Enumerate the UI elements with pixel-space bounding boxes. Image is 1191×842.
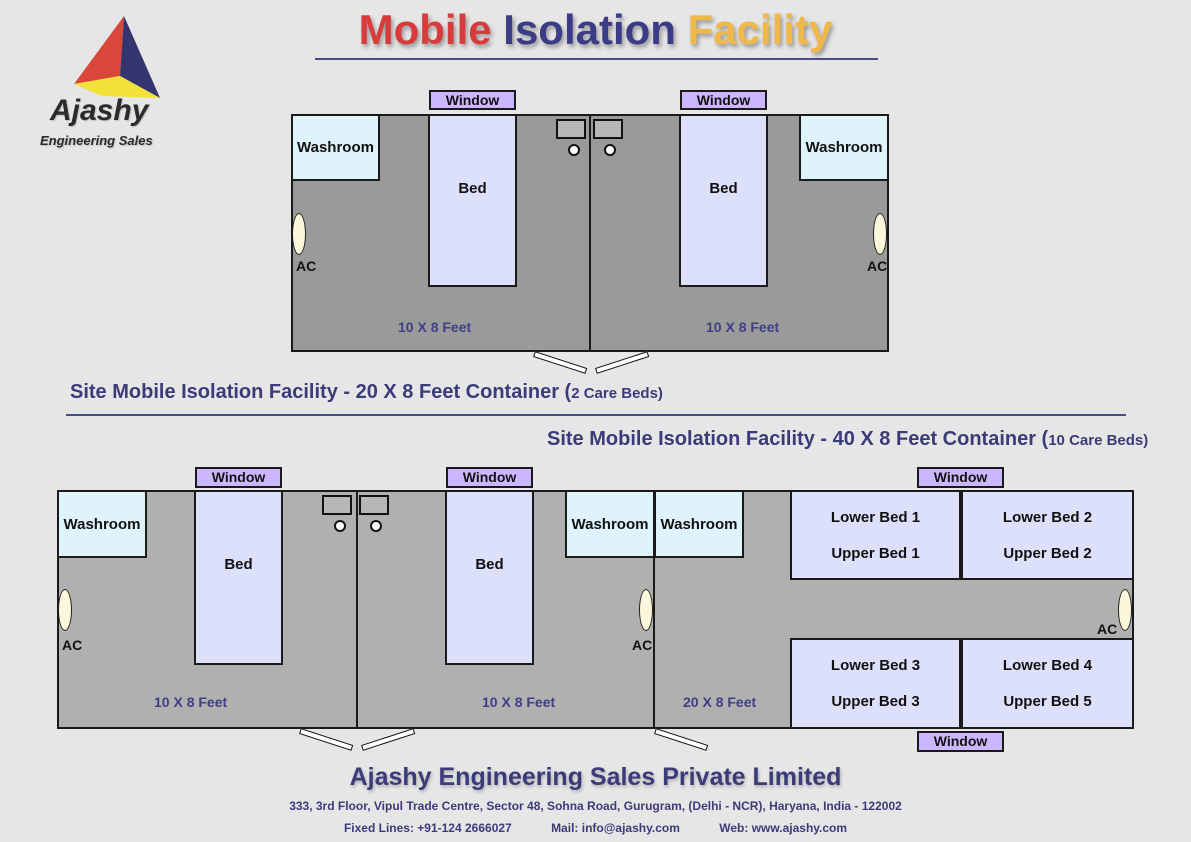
washroom-bottom-3: Washroom [654, 490, 744, 558]
company-address: 333, 3rd Floor, Vipul Trade Centre, Sector 48, Sohna Road, Gurugram, (Delhi - NCR), Haryana, India - 122002 [289, 799, 902, 813]
logo-name: Ajashy [50, 94, 149, 127]
title-word-1: Mobile [358, 6, 492, 53]
section-divider [66, 414, 1126, 416]
sink-top-left [556, 119, 586, 139]
bed-bottom-1: Bed [194, 490, 283, 665]
bunk-3-lower: Lower Bed 3 [830, 657, 921, 674]
section-title-20ft-beds: 2 Care Beds) [571, 385, 663, 402]
door-top-right [595, 351, 649, 374]
drain-top-left [568, 144, 580, 156]
title-word-2: Isolation [503, 6, 676, 53]
dimension-bottom-1: 10 X 8 Feet [154, 694, 228, 710]
drain-top-right [604, 144, 616, 156]
door-bottom-3 [654, 728, 708, 751]
dimension-top-left: 10 X 8 Feet [398, 319, 472, 335]
sink-bottom-right [359, 495, 389, 515]
logo-tagline: Engineering Sales [40, 133, 153, 148]
bunk-1-upper: Upper Bed 1 [831, 544, 920, 562]
company-name: Ajashy Engineering Sales Private Limited [349, 763, 842, 791]
ac-unit-bottom-3 [1118, 589, 1132, 631]
door-bottom-1 [299, 728, 353, 751]
ac-label-top-right: AC [867, 258, 888, 274]
ac-unit-top-left [292, 213, 306, 255]
window-top-left: Window [429, 90, 516, 110]
window-top-right: Window [680, 90, 767, 110]
ac-label-bottom-2: AC [632, 637, 653, 653]
bunk-1-lower: Lower Bed 1 [830, 508, 921, 526]
ac-unit-bottom-2 [639, 589, 653, 631]
section-title-40ft-beds: 10 Care Beds) [1048, 432, 1149, 449]
door-top-left [533, 351, 587, 374]
washroom-top-right: Washroom [799, 114, 889, 181]
bunk-3-upper: Upper Bed 3 [831, 693, 920, 710]
washroom-top-left: Washroom [291, 114, 380, 181]
section-title-40ft-text: Site Mobile Isolation Facility - 40 X 8 Feet Container ( [547, 428, 1049, 450]
room-divider-1 [356, 490, 358, 729]
dimension-bottom-2: 10 X 8 Feet [482, 694, 556, 710]
sink-bottom-left [322, 495, 352, 515]
washroom-bottom-2: Washroom [565, 490, 655, 558]
sink-top-right [593, 119, 623, 139]
section-title-20ft [70, 381, 663, 404]
bunk-bed-1 [790, 490, 961, 580]
window-bottom-2: Window [446, 467, 533, 488]
window-bottom-3: Window [917, 467, 1004, 488]
dimension-top-right: 10 X 8 Feet [706, 319, 780, 335]
contact-web: Web: www.ajashy.com [719, 821, 848, 835]
section-title-40ft [547, 428, 1148, 451]
section-title-20ft-text: Site Mobile Isolation Facility - 20 X 8 Feet Container ( [70, 381, 572, 403]
title-underline [315, 58, 878, 60]
ac-unit-top-right [873, 213, 887, 255]
ac-label-bottom-3: AC [1097, 621, 1118, 637]
bunk-2-upper: Upper Bed 2 [1003, 544, 1092, 562]
room-divider [589, 114, 591, 352]
bunk-2-lower: Lower Bed 2 [1002, 508, 1093, 526]
bunk-4-lower: Lower Bed 4 [1002, 657, 1093, 674]
title-word-3: Facility [687, 6, 833, 53]
bed-bottom-2: Bed [445, 490, 534, 665]
window-bottom-1: Window [195, 467, 282, 488]
page-title [0, 6, 1191, 54]
ac-label-top-left: AC [296, 258, 317, 274]
bunk-bed-3 [790, 638, 961, 729]
door-bottom-2 [361, 728, 415, 751]
bunk-bed-4 [961, 638, 1134, 729]
ac-unit-bottom-1 [58, 589, 72, 631]
washroom-bottom-1: Washroom [57, 490, 147, 558]
contact-phone: Fixed Lines: +91-124 2666027 [343, 821, 512, 835]
dimension-bottom-3: 20 X 8 Feet [683, 694, 757, 710]
bed-top-left: Bed [428, 114, 517, 287]
bed-top-right: Bed [679, 114, 768, 287]
contact-line [0, 821, 1191, 835]
window-bottom-4: Window [917, 731, 1004, 752]
drain-bottom-left [334, 520, 346, 532]
contact-mail: Mail: info@ajashy.com [551, 821, 680, 835]
bunk-bed-2 [961, 490, 1134, 580]
ac-label-bottom-1: AC [62, 637, 83, 653]
drain-bottom-right [370, 520, 382, 532]
bunk-4-upper: Upper Bed 5 [1003, 693, 1092, 710]
